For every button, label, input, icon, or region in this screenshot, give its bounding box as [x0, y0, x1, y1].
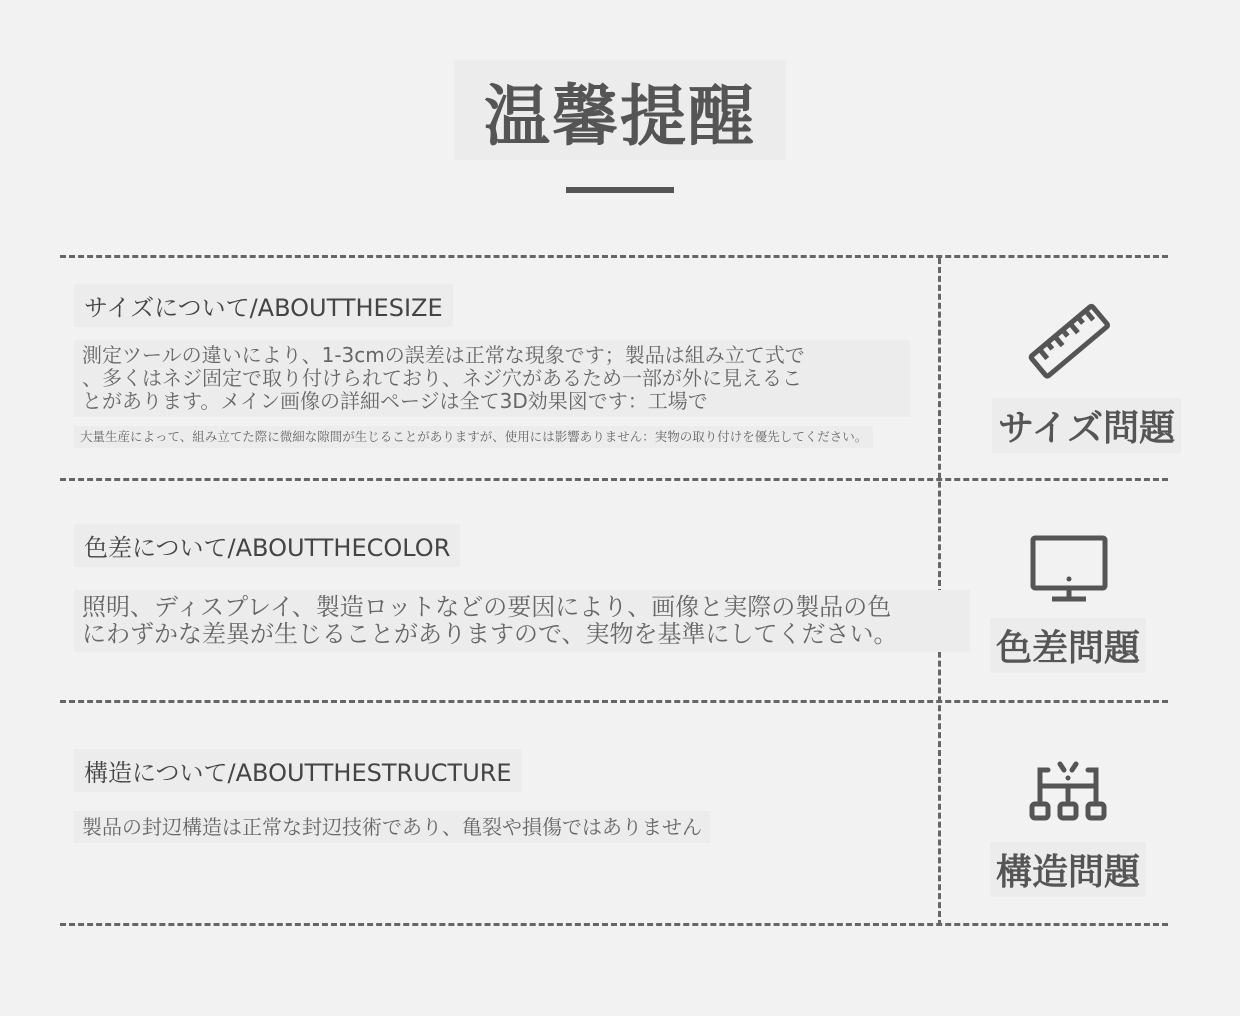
divider-bottom	[60, 923, 1168, 926]
ruler-icon	[1026, 298, 1114, 390]
color-side-label: 色差問題	[990, 618, 1146, 673]
color-section-body: 照明、ディスプレイ、製造ロットなどの要因により、画像と実際の製品の色 にわずかな差異が生じることがありますので、実物を基準にしてください。	[74, 590, 970, 652]
page-title: 温馨提醒	[484, 77, 756, 155]
structure-side-label: 構造問題	[990, 842, 1146, 897]
monitor-icon	[1028, 534, 1110, 608]
divider-1	[60, 478, 1168, 481]
title-underline	[566, 187, 674, 193]
size-section-note: 大量生産によって、組み立てた際に微細な隙間が生じることがありますが、使用には影響ありません：実物の取り付けを優先してください。	[74, 426, 873, 448]
size-side-label: サイズ問題	[992, 398, 1181, 453]
title-box	[454, 60, 786, 160]
structure-section-body: 製品の封辺構造は正常な封辺技術であり、亀裂や損傷ではありません	[74, 811, 710, 843]
size-section-body: 測定ツールの違いにより、1-3cmの誤差は正常な現象です；製品は組み立て式で 、多くはネジ固定で取り付けられており、ネジ穴があるため一部が外に見えるこ とがあります。メイン画像の詳細ページは全て3D効果図です：工場で	[74, 340, 910, 417]
color-section-title: 色差について/ABOUTTHECOLOR	[74, 524, 460, 567]
structure-icon	[1026, 756, 1110, 830]
size-section-title: サイズについて/ABOUTTHESIZE	[74, 284, 453, 327]
structure-section-title: 構造について/ABOUTTHESTRUCTURE	[74, 749, 522, 792]
divider-top	[60, 255, 1168, 258]
divider-2	[60, 700, 1168, 703]
